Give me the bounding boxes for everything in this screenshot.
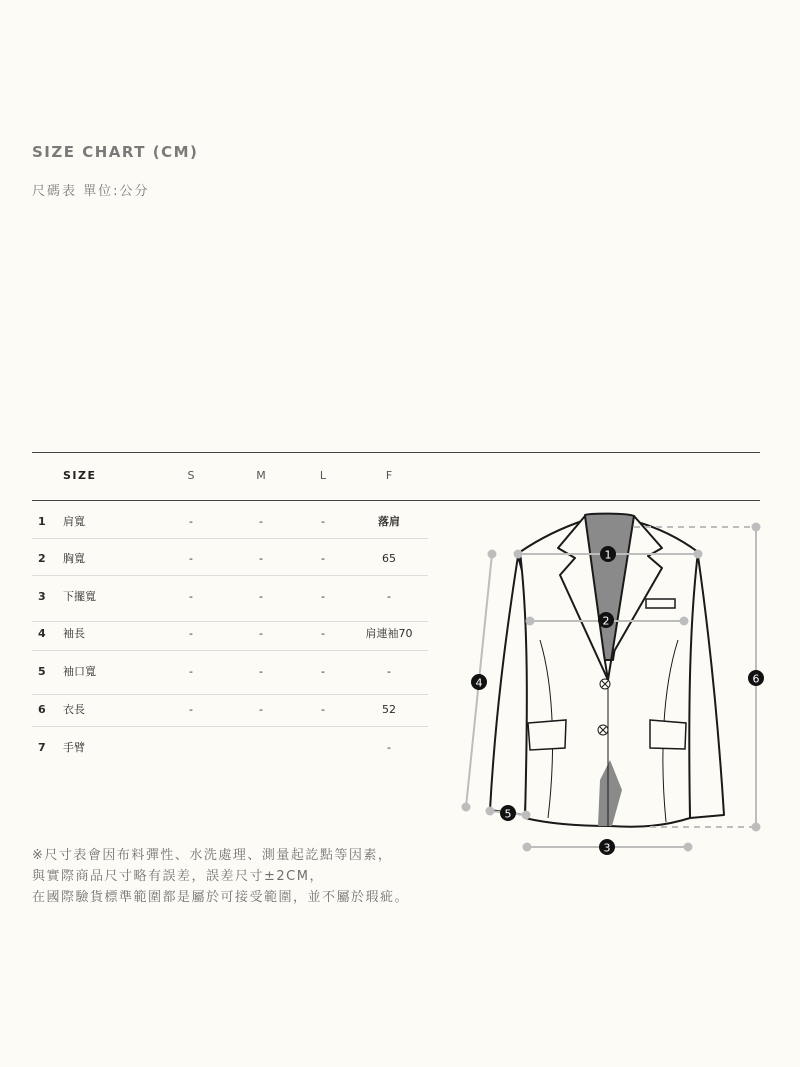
note-line-1: ※尺寸表會因布料彈性、水洗處理、測量起訖點等因素， xyxy=(32,848,393,863)
marker-3 xyxy=(599,839,615,855)
cell-m: - xyxy=(259,515,263,528)
cell-m: - xyxy=(259,627,263,640)
table-row xyxy=(32,580,428,614)
row-divider xyxy=(32,538,428,539)
row-number: 7 xyxy=(38,741,46,754)
cell-m: - xyxy=(259,552,263,565)
row-label: 袖長 xyxy=(63,627,85,640)
table-row xyxy=(32,617,428,651)
marker-2 xyxy=(598,612,614,628)
cell-f: 肩連袖70 xyxy=(365,627,413,640)
cell-f: - xyxy=(387,741,391,754)
svg-text:2: 2 xyxy=(602,614,610,628)
svg-text:4: 4 xyxy=(475,676,483,690)
row-divider xyxy=(32,726,428,727)
row-label: 下擺寬 xyxy=(63,590,96,603)
table-row xyxy=(32,731,428,765)
cell-s: - xyxy=(189,515,193,528)
row-number: 1 xyxy=(38,515,46,528)
row-number: 5 xyxy=(38,665,46,678)
svg-text:6: 6 xyxy=(752,672,760,686)
cell-f: 52 xyxy=(382,703,396,716)
row-divider xyxy=(32,650,428,651)
table-row xyxy=(32,542,428,576)
cell-l: - xyxy=(321,703,325,716)
row-label: 袖口寬 xyxy=(63,665,96,678)
svg-text:5: 5 xyxy=(504,807,512,821)
cell-s: - xyxy=(189,665,193,678)
row-divider xyxy=(32,575,428,576)
marker-5 xyxy=(500,805,516,821)
cell-l: - xyxy=(321,590,325,603)
row-label: 衣長 xyxy=(63,703,85,716)
cell-f: - xyxy=(387,590,391,603)
table-row xyxy=(32,693,428,727)
marker-1 xyxy=(600,546,616,562)
marker-6 xyxy=(748,670,764,686)
cell-l: - xyxy=(321,665,325,678)
row-label: 肩寬 xyxy=(63,515,85,528)
svg-text:1: 1 xyxy=(604,548,612,562)
cell-l: - xyxy=(321,515,325,528)
page-title: SIZE CHART (CM) xyxy=(32,143,199,161)
note-line-2: 與實際商品尺寸略有誤差，誤差尺寸±2CM， xyxy=(32,869,324,884)
table-row xyxy=(32,505,428,539)
header-s: S xyxy=(187,469,195,482)
header-f: F xyxy=(385,469,393,482)
row-number: 3 xyxy=(38,590,46,603)
row-number: 4 xyxy=(38,627,46,640)
cell-f: 65 xyxy=(382,552,396,565)
jacket-measurement-diagram xyxy=(455,505,765,865)
row-label: 手臂 xyxy=(63,741,85,754)
cell-m: - xyxy=(259,665,263,678)
size-disclaimer xyxy=(32,845,472,908)
table-top-rule xyxy=(32,452,760,453)
cell-l: - xyxy=(321,552,325,565)
cell-f: - xyxy=(387,665,391,678)
cell-s: - xyxy=(189,627,193,640)
row-number: 6 xyxy=(38,703,46,716)
table-row xyxy=(32,655,428,689)
page-subtitle: 尺碼表 單位:公分 xyxy=(32,184,150,199)
marker-4 xyxy=(471,674,487,690)
header-l: L xyxy=(319,469,327,482)
row-label: 胸寬 xyxy=(63,552,85,565)
table-header-rule xyxy=(32,500,760,501)
note-line-3: 在國際驗貨標準範圍都是屬於可接受範圍，並不屬於瑕疵。 xyxy=(32,890,410,905)
cell-f: 落肩 xyxy=(378,515,400,528)
header-size: SIZE xyxy=(63,469,97,482)
svg-text:3: 3 xyxy=(603,841,611,855)
cell-s: - xyxy=(189,590,193,603)
cell-m: - xyxy=(259,590,263,603)
cell-m: - xyxy=(259,703,263,716)
row-number: 2 xyxy=(38,552,46,565)
cell-s: - xyxy=(189,703,193,716)
cell-s: - xyxy=(189,552,193,565)
cell-l: - xyxy=(321,627,325,640)
header-m: M xyxy=(256,469,266,482)
